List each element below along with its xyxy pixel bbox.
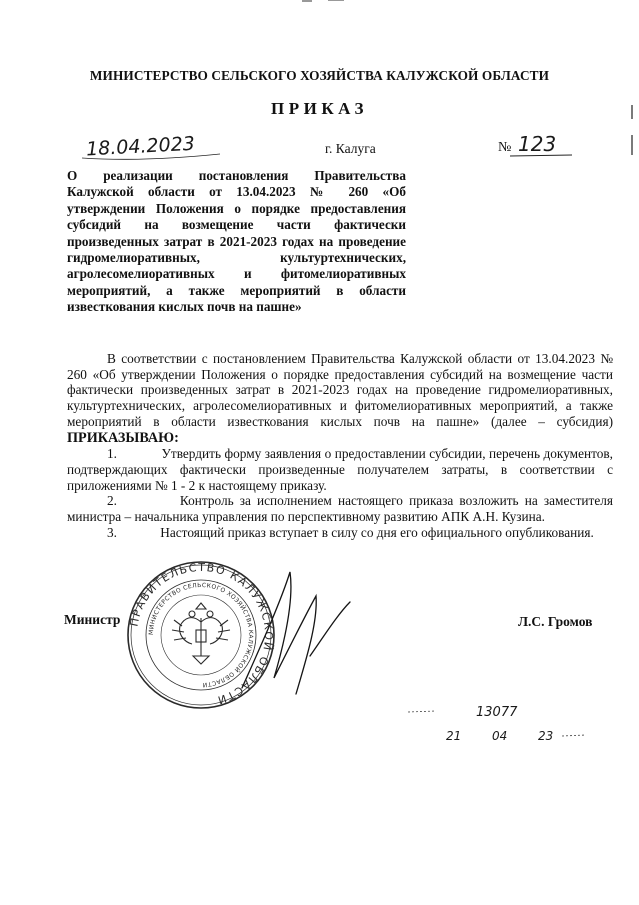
ministry-name: МИНИСТЕРСТВО СЕЛЬСКОГО ХОЗЯЙСТВА КАЛУЖСКОЙ ОБЛАСТИ	[89, 68, 550, 83]
handwritten-number	[510, 126, 590, 162]
handwritten-signature	[228, 560, 368, 710]
preamble-text: В соответствии с постановлением Правительства Калужской области от 13.04.2023 № 260 «Об утверждении Положения о порядке предоставления субсидий на возмещение части фактически произведенных затрат в 2021-2023 годах на проведение гидромелиоративных, культуртехнических, агролесомелиоративных и фитомелиоративных мероприятий, а также мероприятий в области известкования кислых почв на пашне» (далее – субсидия)	[67, 351, 613, 429]
item-number: 1.	[107, 446, 117, 462]
item-text: Утвердить форму заявления о предоставлении субсидии, перечень документов, подтверждающих фактически произведенные получателем затраты, в соответствии с приложениями № 1 - 2 к настоящему приказу.	[67, 446, 613, 493]
registration-month: 04	[492, 729, 508, 743]
item-number: 3.	[107, 524, 117, 540]
item-number: 2.	[107, 493, 117, 509]
list-item	[67, 525, 613, 541]
scan-artifact-mark	[300, 0, 360, 8]
registration-mark	[396, 698, 596, 750]
handwritten-date-text: 18.04.2023	[85, 132, 196, 161]
svg-text:МИНИСТЕРСТВО СЕЛЬСКОГО ХОЗЯЙСТ: МИНИСТЕРСТВО СЕЛЬСКОГО ХОЗЯЙСТВА КАЛУЖСКОЙ ОБЛАСТИ	[147, 581, 255, 689]
handwritten-number-text: 123	[518, 132, 557, 156]
registration-day: 21	[446, 729, 462, 743]
signatory-name: Л.С. Громов	[518, 614, 593, 629]
svg-text:ПРАВИТЕЛЬСТВО КАЛУЖСКОЙ ОБЛАСТ: ПРАВИТЕЛЬСТВО КАЛУЖСКОЙ ОБЛАСТИ	[127, 560, 276, 707]
signatory-position: Министр	[64, 612, 121, 627]
number-label: №	[498, 140, 512, 155]
document-type-title: ПРИКАЗ	[271, 99, 368, 118]
registration-year: 23	[538, 729, 554, 743]
order-word-colon: :	[174, 429, 179, 446]
preamble-paragraph	[67, 351, 613, 446]
city-label: г. Калуга	[325, 141, 376, 156]
handwritten-date	[82, 128, 222, 162]
registration-number: 13077	[476, 705, 518, 720]
list-item	[67, 446, 613, 493]
order-word: ПРИКАЗЫВАЮ	[67, 429, 175, 446]
coat-of-arms-icon	[172, 603, 230, 664]
order-subject: О реализации постановления Правительства Калужской области от 13.04.2023 № 260 «Об утверждении Положения о порядке предоставления субсидий на возмещение части фактически произведенных затрат в 2021-2023 годах на проведение гидромелиоративных, культуртехнических, агролесомелиоративных и фитомелиоративных мероприятий, а также мероприятий в области известкования кислых почв на пашне»	[67, 168, 406, 315]
item-text: Контроль за исполнением настоящего приказа возложить на заместителя министра – начальника управления по перспективному развитию АПК А.Н. Кузина.	[67, 493, 613, 525]
order-body	[67, 351, 613, 540]
list-item	[67, 493, 613, 524]
item-text: Настоящий приказ вступает в силу со дня его официального опубликования.	[160, 524, 594, 540]
